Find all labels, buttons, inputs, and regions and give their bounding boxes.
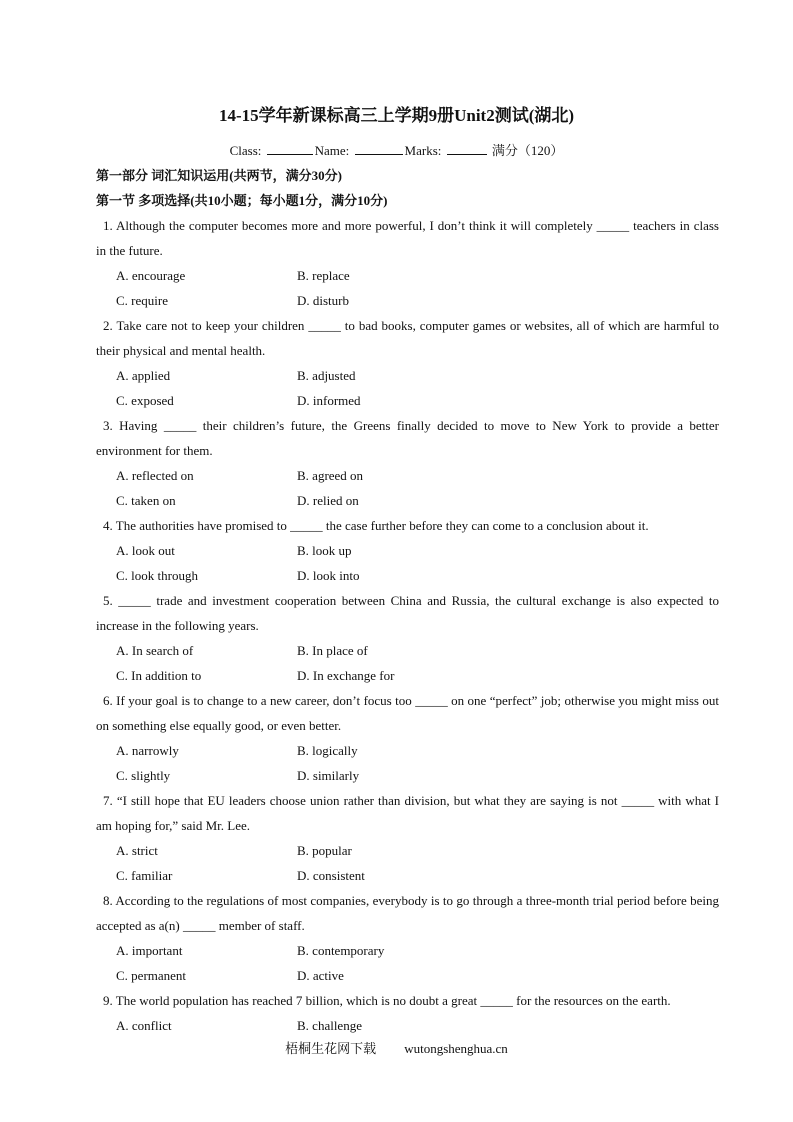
question-item bbox=[96, 888, 719, 988]
answer-option: A. applied bbox=[116, 368, 171, 383]
options-row bbox=[96, 838, 719, 863]
question-stem: 9. The world population has reached 7 billion, which is no doubt a great _____ for the resources on the earth. bbox=[103, 993, 671, 1008]
class-blank bbox=[267, 142, 313, 155]
answer-option: C. familiar bbox=[116, 868, 173, 883]
footer-site-name: 梧桐生花网下载 bbox=[285, 1041, 377, 1056]
options-row bbox=[96, 563, 719, 588]
section-heading: 第一节 多项选择(共10小题；每小题1分，满分10分) bbox=[96, 193, 388, 208]
answer-option: A. strict bbox=[116, 843, 158, 858]
answer-option: C. require bbox=[116, 293, 168, 308]
answer-option: D. disturb bbox=[297, 293, 349, 308]
answer-option: B. contemporary bbox=[297, 943, 385, 958]
answer-option: D. similarly bbox=[297, 768, 360, 783]
question-item bbox=[96, 413, 719, 513]
answer-option: B. challenge bbox=[297, 1018, 362, 1033]
answer-option: C. permanent bbox=[116, 968, 187, 983]
options-row bbox=[96, 763, 719, 788]
answer-option: D. look into bbox=[297, 568, 360, 583]
marks-blank bbox=[447, 142, 487, 155]
options-row bbox=[96, 938, 719, 963]
answer-option: B. In place of bbox=[297, 643, 368, 658]
options-row bbox=[96, 738, 719, 763]
answer-option: C. taken on bbox=[116, 493, 176, 508]
class-label: Class: bbox=[229, 143, 262, 158]
answer-option: B. replace bbox=[297, 268, 350, 283]
answer-option: A. conflict bbox=[116, 1018, 172, 1033]
question-item bbox=[96, 588, 719, 688]
answer-option: A. narrowly bbox=[116, 743, 179, 758]
question-item bbox=[96, 988, 719, 1038]
options-row bbox=[96, 263, 719, 288]
question-item bbox=[96, 513, 719, 588]
answer-option: A. reflected on bbox=[116, 468, 194, 483]
question-stem: 6. If your goal is to change to a new career, don’t focus too _____ on one “perfect” job; otherwise you might miss out on something else equally good, or even better. bbox=[96, 693, 719, 733]
question-stem: 4. The authorities have promised to _____ the case further before they can come to a conclusion about it. bbox=[103, 518, 649, 533]
name-label: Name: bbox=[314, 143, 350, 158]
answer-option: B. popular bbox=[297, 843, 352, 858]
question-item bbox=[96, 213, 719, 313]
answer-option: B. agreed on bbox=[297, 468, 364, 483]
part-heading: 第一部分 词汇知识运用(共两节，满分30分) bbox=[96, 168, 342, 183]
answer-option: C. In addition to bbox=[116, 668, 202, 683]
answer-option: D. relied on bbox=[297, 493, 359, 508]
marks-label: Marks: bbox=[404, 143, 442, 158]
page-footer bbox=[0, 1040, 793, 1058]
exam-content bbox=[96, 163, 719, 1038]
question-stem: 5. _____ trade and investment cooperation between China and Russia, the cultural exchange is also expected to increase in the following years. bbox=[96, 593, 719, 633]
options-row bbox=[96, 363, 719, 388]
options-row bbox=[96, 488, 719, 513]
options-row bbox=[96, 1013, 719, 1038]
question-stem: 1. Although the computer becomes more and more powerful, I don’t think it will completely _____ teachers in class in the future. bbox=[96, 218, 719, 258]
name-blank bbox=[355, 142, 403, 155]
question-stem: 7. “I still hope that EU leaders choose union rather than division, but what they are saying is not _____ with what I am hoping for,” said Mr. Lee. bbox=[96, 793, 719, 833]
footer-site-url: wutongshenghua.cn bbox=[404, 1041, 508, 1056]
answer-option: D. active bbox=[297, 968, 344, 983]
answer-option: B. adjusted bbox=[297, 368, 356, 383]
options-row bbox=[96, 638, 719, 663]
full-score: 满分（120） bbox=[491, 143, 564, 158]
question-item bbox=[96, 313, 719, 413]
options-row bbox=[96, 538, 719, 563]
question-stem: 2. Take care not to keep your children _____ to bad books, computer games or websites, all of which are harmful to their physical and mental health. bbox=[96, 318, 719, 358]
options-row bbox=[96, 388, 719, 413]
options-row bbox=[96, 863, 719, 888]
options-row bbox=[96, 663, 719, 688]
answer-option: B. logically bbox=[297, 743, 358, 758]
answer-option: A. encourage bbox=[116, 268, 186, 283]
question-stem: 3. Having _____ their children’s future, the Greens finally decided to move to New York to provide a better environment for them. bbox=[96, 418, 719, 458]
answer-option: C. slightly bbox=[116, 768, 171, 783]
answer-option: A. In search of bbox=[116, 643, 194, 658]
options-row bbox=[96, 288, 719, 313]
answer-option: C. exposed bbox=[116, 393, 174, 408]
student-info-line bbox=[0, 142, 793, 160]
question-stem: 8. According to the regulations of most companies, everybody is to go through a three-month trial period before being accepted as a(n) _____ member of staff. bbox=[96, 893, 719, 933]
page-title: 14-15学年新课标高三上学期9册Unit2测试(湖北) bbox=[218, 106, 575, 125]
answer-option: A. important bbox=[116, 943, 183, 958]
answer-option: D. informed bbox=[297, 393, 361, 408]
options-row bbox=[96, 963, 719, 988]
answer-option: A. look out bbox=[116, 543, 175, 558]
answer-option: C. look through bbox=[116, 568, 198, 583]
question-item bbox=[96, 788, 719, 888]
answer-option: B. look up bbox=[297, 543, 352, 558]
answer-option: D. consistent bbox=[297, 868, 365, 883]
question-list bbox=[96, 213, 719, 1038]
question-item bbox=[96, 688, 719, 788]
answer-option: D. In exchange for bbox=[297, 668, 395, 683]
options-row bbox=[96, 463, 719, 488]
